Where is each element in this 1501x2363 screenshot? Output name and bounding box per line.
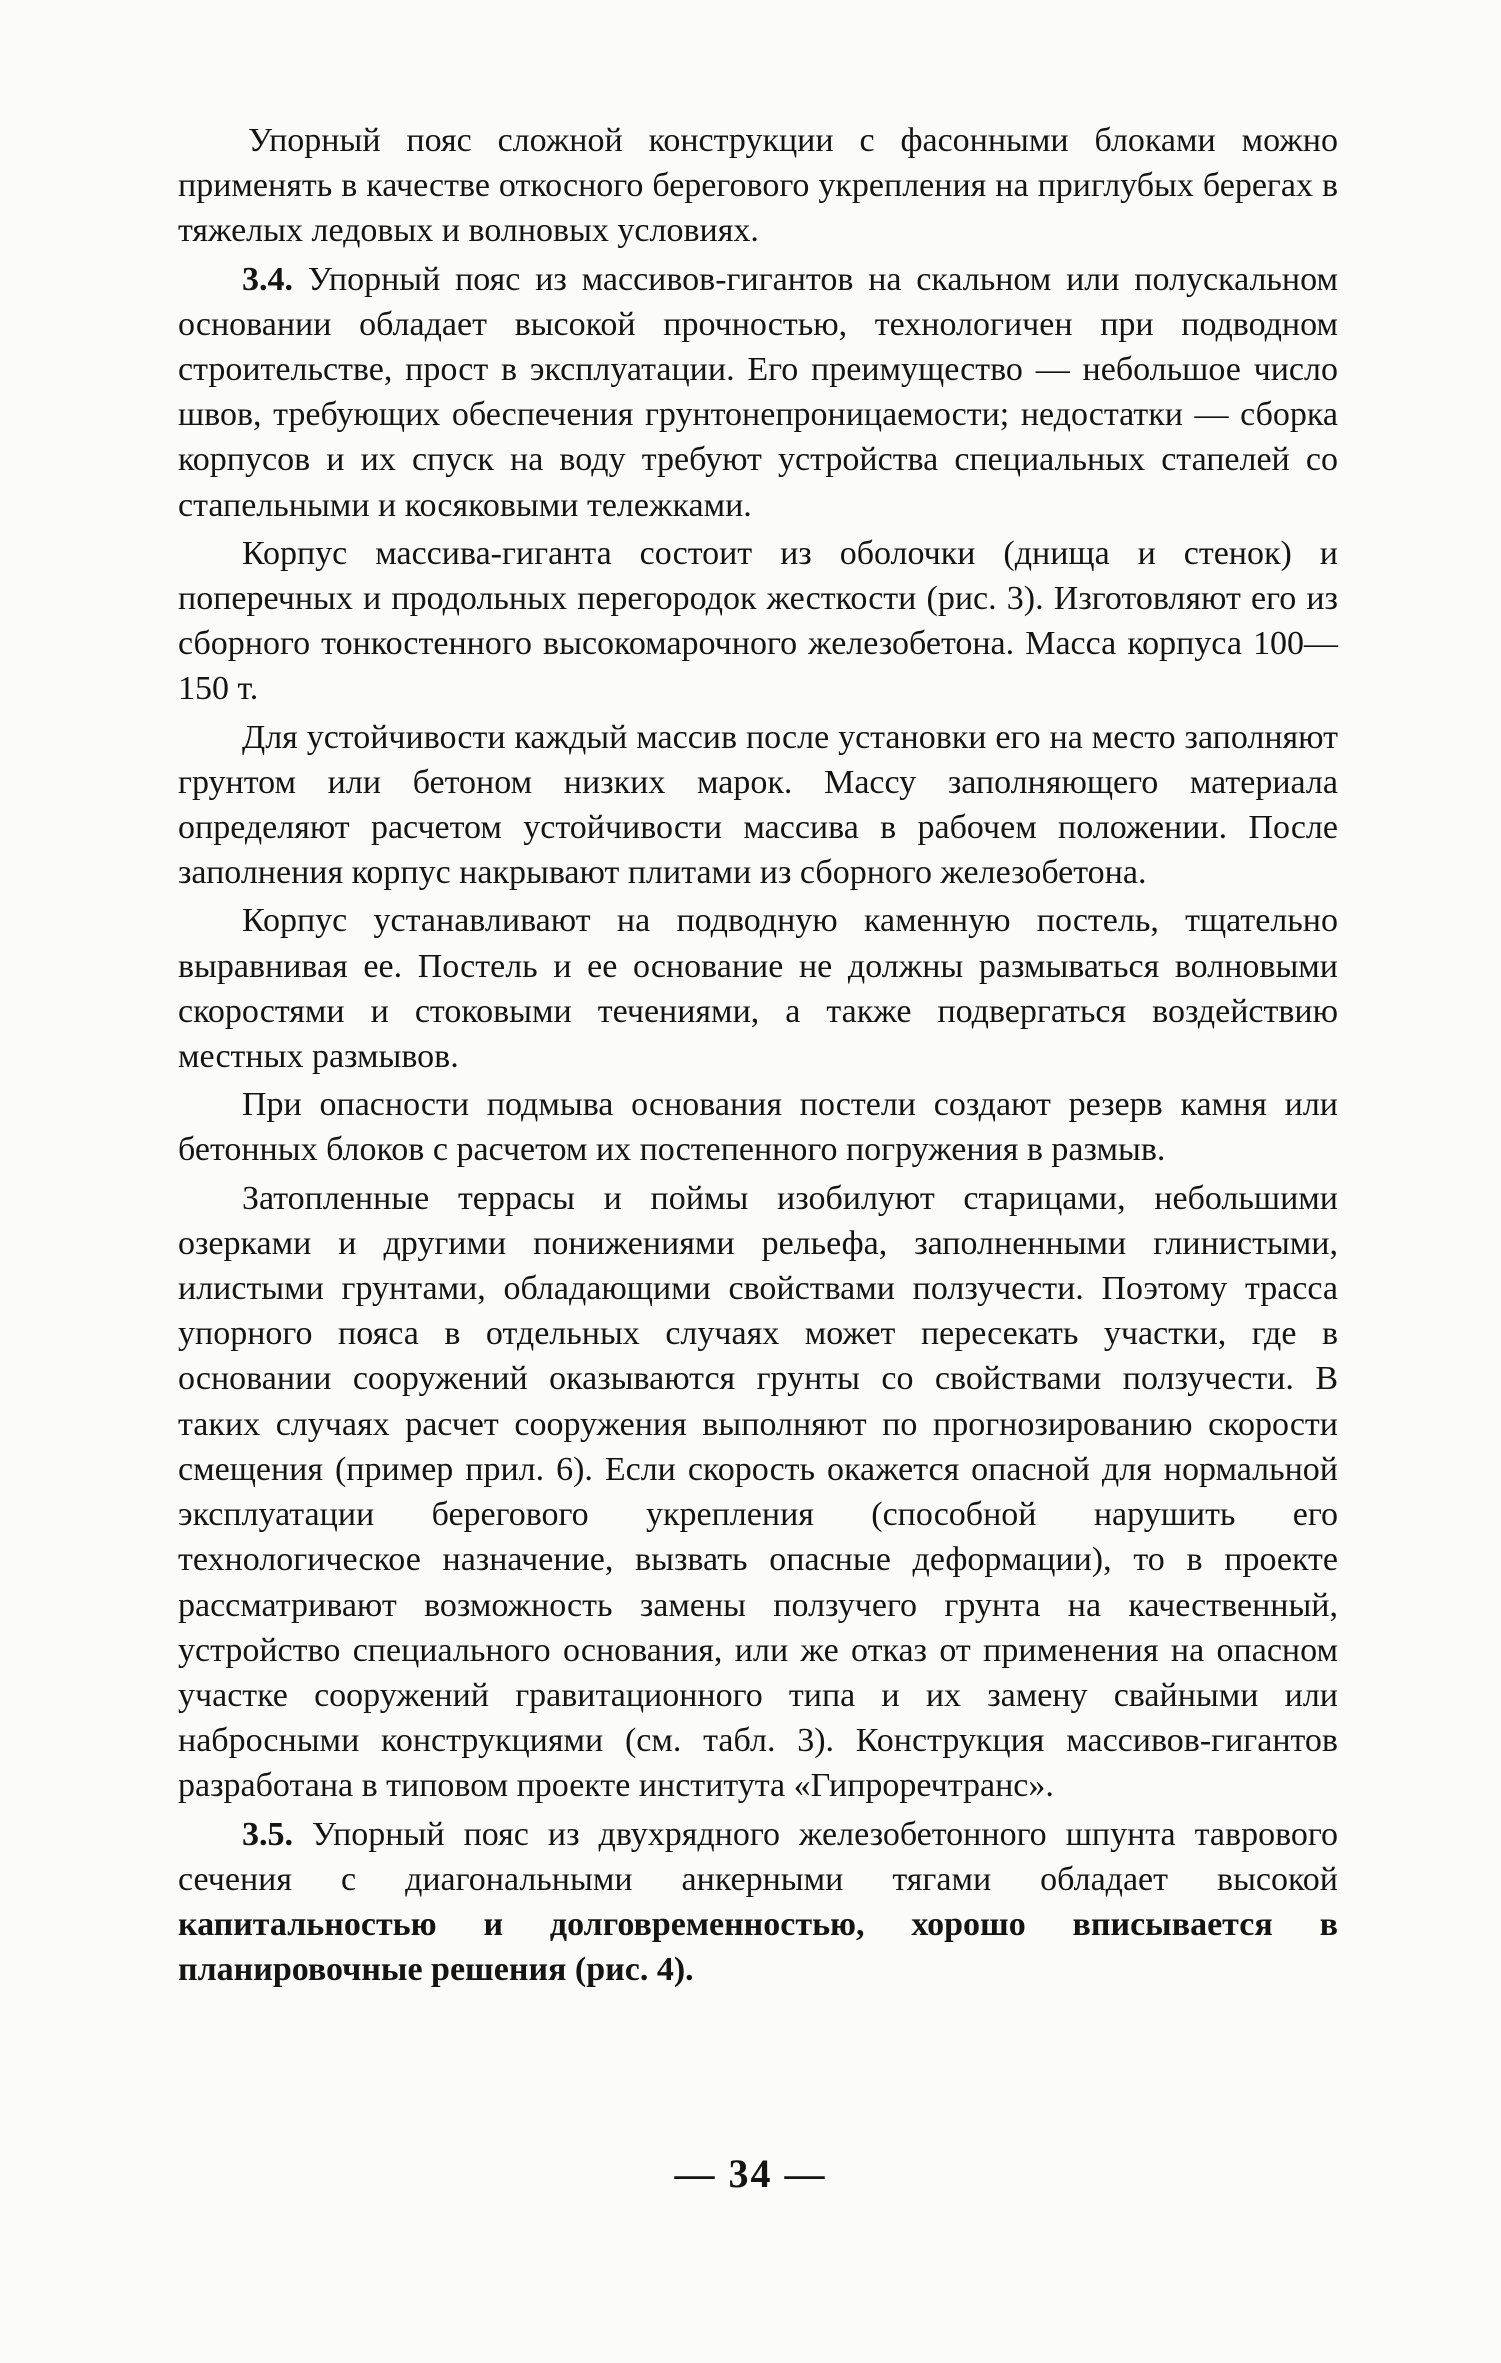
paragraph-5: Корпус устанавливают на подводную каменную постель, тщательно выравнивая ее. Постель и ее основание не должны размываться волновыми скоростями и стоковыми течениями, а также подвергаться воздействию местных размывов. xyxy=(178,902,1338,1076)
paragraph-3: Корпус массива-гиганта состоит из оболочки (днища и стенок) и поперечных и продольных перегородок жесткости (рис. 3). Изготовляют его из сборного тонкостенного высокомарочного железобетона. Масса корпуса 100—150 т. xyxy=(178,534,1338,708)
page-number: — 34 — xyxy=(674,2151,827,2196)
paragraph-1: Упорный пояс сложной конструкции с фасонными блоками можно применять в качестве откосного берегового укрепления на приглубых берегах в тяжелых ледовых и волновых условиях. xyxy=(178,122,1338,250)
section-number-3-4: 3.4. xyxy=(242,260,293,298)
paragraph-section-3-4 xyxy=(178,257,1338,528)
paragraph-3-4-text: Упорный пояс из массивов-гигантов на скальном или полускальном основании обладает высокой прочностью, технологичен при подводном строительстве, прост в эксплуатации. Его преимущество — небольшое число швов, требующих обеспечения грунтонепроницаемости; недостатки — сборка корпусов и их спуск на воду требуют устройства специальных стапелей со стапельными и косяковыми тележками. xyxy=(178,260,1338,524)
paragraph-4: Для устойчивости каждый массив после установки его на место заполняют грунтом или бетоном низких марок. Массу заполняющего материала определяют расчетом устойчивости массива в рабочем положении. После заполнения корпус накрывают плитами из сборного железобетона. xyxy=(178,718,1338,892)
paragraph-section-3-5 xyxy=(178,1812,1338,1993)
paragraph-3-5-text: Упорный пояс из двухрядного железобетонного шпунта таврового сечения с диагональными анкерными тягами обладает высокой xyxy=(178,1815,1338,1898)
paragraph-6: При опасности подмыва основания постели создают резерв камня или бетонных блоков с расчетом их постепенного погружения в размыв. xyxy=(178,1086,1338,1169)
paragraph-3-5-bold-text: капитальностью и долговременностью, хорошо вписывается в планировочные решения (рис. 4). xyxy=(178,1905,1338,1989)
body-text xyxy=(178,118,1338,1992)
paragraph-7: Затопленные террасы и поймы изобилуют старицами, небольшими озерками и другими понижениями рельефа, заполненными глинистыми, илистыми грунтами, обладающими свойствами ползучести. Поэтому трасса упорного пояса в отдельных случаях может пересекать участки, где в основании сооружений оказываются грунты со свойствами ползучести. В таких случаях расчет сооружения выполняют по прогнозированию скорости смещения (пример прил. 6). Если скорость окажется опасной для нормальной эксплуатации берегового укрепления (способной нарушить его технологическое назначение, вызвать опасные деформации), то в проекте рассматривают возможность замены ползучего грунта на качественный, устройство специального основания, или же отказ от применения на опасном участке сооружений гравитационного типа и их замену свайными или набросными конструкциями (см. табл. 3). Конструкция массивов-гигантов разработана в типовом проекте института «Гипроречтранс». xyxy=(178,1179,1338,1805)
section-number-3-5: 3.5. xyxy=(242,1815,293,1853)
